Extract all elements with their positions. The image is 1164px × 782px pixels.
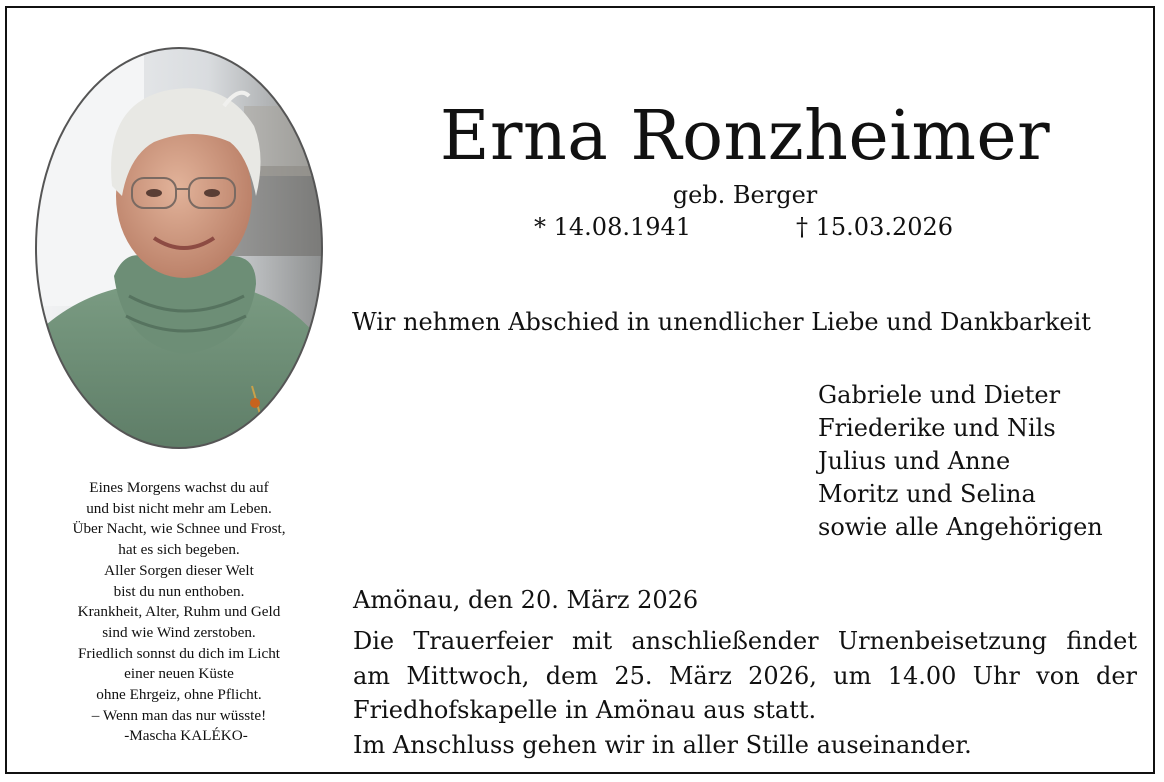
- poem-line: ohne Ehrgeiz, ohne Pflicht.: [96, 686, 262, 704]
- mourner-entry: Gabriele und Dieter: [818, 381, 1061, 409]
- mourners-list: [818, 379, 1103, 544]
- birth-date: * 14.08.1941: [534, 213, 692, 241]
- ceremony-line: Friedhofskapelle in Amönau aus statt.: [353, 696, 817, 725]
- poem-line: Friedlich sonnst du dich im Licht: [77, 644, 281, 662]
- poem-line: bist du nun enthoben.: [113, 582, 245, 600]
- mourner-entry: Julius und Anne: [818, 447, 1011, 475]
- poem-line: einer neuen Küste: [124, 665, 234, 683]
- poem-line: Über Nacht, wie Schnee und Frost,: [72, 520, 286, 538]
- place-and-date: Amönau, den 20. März 2026: [353, 586, 699, 614]
- poem-line: – Wenn man das nur wüsste!: [91, 706, 267, 724]
- portrait-photo: [34, 46, 324, 450]
- deceased-name: Erna Ronzheimer: [439, 97, 1051, 176]
- poem-line: hat es sich begeben.: [118, 541, 240, 559]
- poem-line: Aller Sorgen dieser Welt: [104, 561, 254, 579]
- poem-author: -Mascha KALÉKO-: [124, 727, 248, 745]
- poem-line: sind wie Wind zerstoben.: [102, 623, 256, 641]
- farewell-statement: Wir nehmen Abschied in unendlicher Liebe und Dankbarkeit: [352, 308, 1091, 336]
- mourner-entry: sowie alle Angehörigen: [818, 513, 1103, 541]
- ceremony-line: Die Trauerfeier mit anschließender Urnenbeisetzung findet: [353, 627, 1137, 655]
- ceremony-line: am Mittwoch, dem 25. März 2026, um 14.00 Uhr von der: [353, 661, 1137, 690]
- ceremony-line: Im Anschluss gehen wir in aller Stille auseinander.: [353, 731, 972, 760]
- poem-line: und bist nicht mehr am Leben.: [86, 499, 272, 517]
- mourner-entry: Friederike und Nils: [818, 414, 1056, 442]
- mourner-entry: Moritz und Selina: [818, 480, 1036, 508]
- ceremony-details: [353, 624, 1137, 763]
- poem: [28, 478, 330, 747]
- poem-line: Krankheit, Alter, Ruhm und Geld: [77, 603, 281, 621]
- death-date: † 15.03.2026: [796, 213, 954, 241]
- poem-line: Eines Morgens wachst du auf: [89, 479, 269, 496]
- maiden-name: geb. Berger: [672, 181, 818, 209]
